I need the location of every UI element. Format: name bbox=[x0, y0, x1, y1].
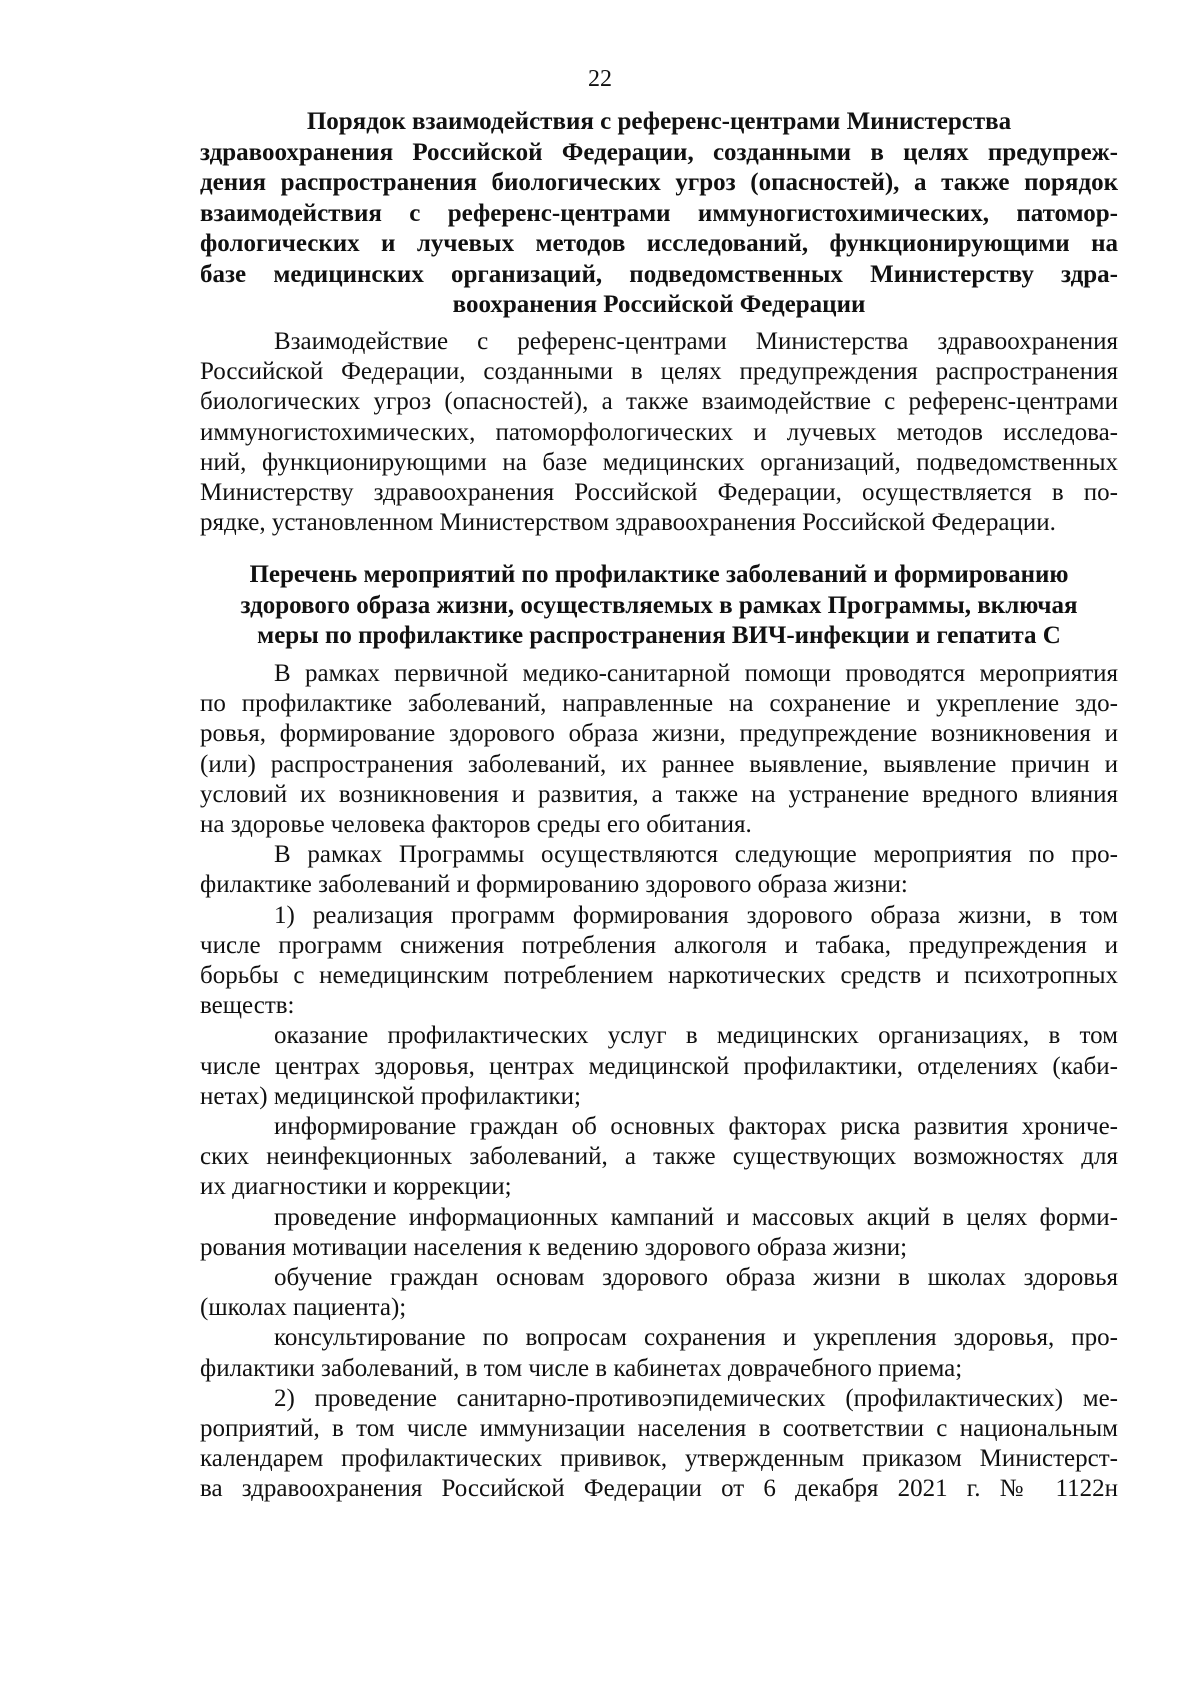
text-line: оказание профилактических услуг в медицинских организациях, в том bbox=[274, 1022, 1118, 1050]
heading-line: Порядок взаимодействия с референс-центрами Министерства bbox=[306, 108, 1012, 135]
text-line: календарем профилактических прививок, утвержденным приказом Министерст- bbox=[200, 1445, 1118, 1473]
heading-line: здорового образа жизни, осуществляемых в рамках Программы, включая bbox=[240, 591, 1078, 619]
text-line: информирование граждан об основных факторах риска развития хрониче- bbox=[274, 1113, 1118, 1141]
text-line: 1) реализация программ формирования здорового образа жизни, в том bbox=[274, 901, 1118, 929]
text-line: Министерству здравоохранения Российской Федерации, осуществляется в по- bbox=[200, 479, 1118, 507]
text-line: веществ: bbox=[200, 992, 295, 1020]
text-line: нетах) медицинской профилактики; bbox=[200, 1082, 581, 1110]
text-line: (школах пациента); bbox=[200, 1294, 407, 1322]
text-line: Взаимодействие с референс-центрами Министерства здравоохранения bbox=[274, 328, 1118, 355]
text-line: ских неинфекционных заболеваний, а также существующих возможностях для bbox=[200, 1143, 1118, 1171]
text-line: В рамках первичной медико-санитарной помощи проводятся мероприятия bbox=[274, 660, 1118, 687]
heading-line: здравоохранения Российской Федерации, созданными в целях предупреж- bbox=[200, 138, 1118, 166]
heading-line: меры по профилактике распространения ВИЧ-инфекции и гепатита С bbox=[257, 622, 1061, 649]
text-line: роприятий, в том числе иммунизации населения в соответствии с национальным bbox=[200, 1415, 1118, 1443]
text-line: числе программ снижения потребления алкоголя и табака, предупреждения и bbox=[200, 931, 1118, 959]
text-line: по профилактике заболеваний, направленные на сохранение и укрепление здо- bbox=[200, 690, 1118, 718]
text-line: условий их возникновения и развития, а также на устранение вредного влияния bbox=[200, 780, 1118, 808]
text-line: Российской Федерации, созданными в целях предупреждения распространения bbox=[200, 358, 1118, 386]
section1-heading bbox=[200, 107, 1118, 321]
text-line: консультирование по вопросам сохранения и укрепления здоровья, про- bbox=[274, 1324, 1118, 1352]
page-number: 22 bbox=[588, 66, 612, 92]
text-line: филактики заболеваний, в том числе в кабинетах доврачебного приема; bbox=[200, 1354, 963, 1382]
text-line: филактике заболеваний и формированию здорового образа жизни: bbox=[200, 871, 908, 899]
text-line: 2) проведение санитарно-противоэпидемических (профилактических) ме- bbox=[274, 1384, 1118, 1412]
section2-body bbox=[200, 659, 1118, 1505]
text-line: ровья, формирование здорового образа жизни, предупреждение возникновения и bbox=[200, 720, 1118, 748]
text-line: В рамках Программы осуществляются следующие мероприятия по про- bbox=[274, 841, 1118, 869]
heading-line: дения распространения биологических угроз (опасностей), а также порядок bbox=[200, 169, 1118, 196]
text-line: их диагностики и коррекции; bbox=[200, 1173, 512, 1201]
text-line: биологических угроз (опасностей), а также взаимодействие с референс-центрами bbox=[200, 388, 1118, 416]
text-line: обучение граждан основам здорового образа жизни в школах здоровья bbox=[274, 1264, 1118, 1292]
text-line: рования мотивации населения к ведению здорового образа жизни; bbox=[200, 1233, 908, 1261]
heading-line: воохранения Российской Федерации bbox=[452, 291, 866, 318]
section2-heading bbox=[200, 560, 1118, 652]
text-line: иммуногистохимических, патоморфологических и лучевых методов исследова- bbox=[200, 418, 1118, 446]
text-line: ний, функционирующими на базе медицинских организаций, подведомственных bbox=[200, 448, 1118, 476]
text-line: на здоровье человека факторов среды его обитания. bbox=[200, 811, 752, 839]
section1-paragraph bbox=[200, 327, 1118, 538]
heading-line: взаимодействия с референс-центрами иммуногистохимических, патомор- bbox=[200, 199, 1118, 227]
text-line: борьбы с немедицинским потреблением наркотических средств и психотропных bbox=[200, 962, 1118, 990]
heading-line: фологических и лучевых методов исследований, функционирующими на bbox=[200, 230, 1118, 257]
text-line: числе центрах здоровья, центрах медицинской профилактики, отделениях (каби- bbox=[200, 1052, 1118, 1080]
text-line: проведение информационных кампаний и массовых акций в целях форми- bbox=[274, 1203, 1118, 1231]
text-line: рядке, установленном Министерством здравоохранения Российской Федерации. bbox=[200, 509, 1056, 537]
text-line: (или) распространения заболеваний, их раннее выявление, выявление причин и bbox=[200, 750, 1118, 778]
heading-line: Перечень мероприятий по профилактике заболеваний и формированию bbox=[249, 561, 1069, 588]
text-line: ва здравоохранения Российской Федерации от 6 декабря 2021 г. № 1122н bbox=[200, 1475, 1118, 1503]
heading-line: базе медицинских организаций, подведомственных Министерству здра- bbox=[200, 260, 1118, 288]
